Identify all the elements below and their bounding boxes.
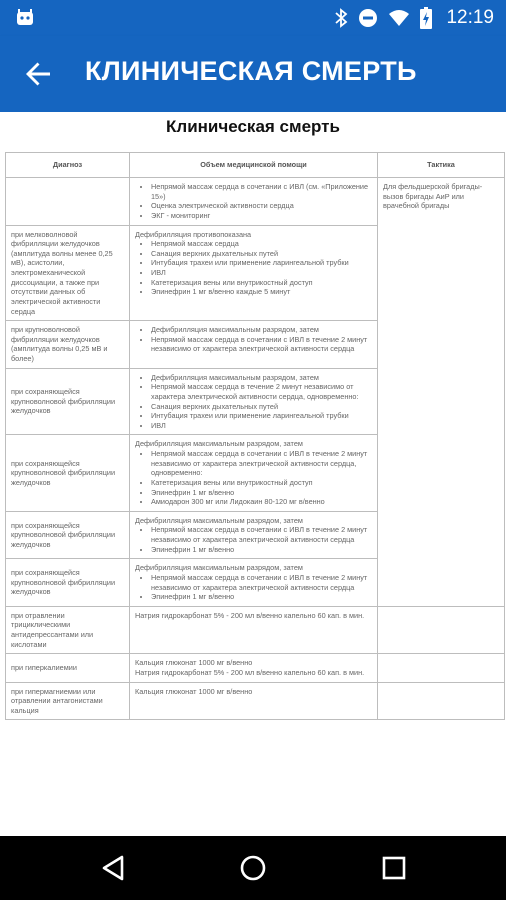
recents-nav-icon[interactable] <box>378 852 410 884</box>
care-list-item: • Катетеризация вены или внутрикостный доступ <box>151 278 372 288</box>
care-list <box>135 525 372 554</box>
care-list-item: • Непрямой массаж сердца в сочетании с ИВЛ (см. «Приложение 15») <box>151 182 372 201</box>
diagnosis-cell: при сохраняющейся крупноволновой фибрилляции желудочков <box>6 368 130 435</box>
care-list-item: • Санация верхних дыхательных путей <box>151 249 372 259</box>
care-list-item: • Интубация трахеи или применение ларингеальной трубки <box>151 258 372 268</box>
back-arrow-icon[interactable] <box>22 58 54 90</box>
table-row <box>6 606 505 654</box>
care-list-item: • Непрямой массаж сердца в сочетании с ИВЛ в течение 2 минут независимо от характера электрической активности сердца <box>151 335 372 354</box>
battery-icon <box>420 7 432 29</box>
care-cell <box>130 654 378 682</box>
care-list-item: • Амиодарон 300 мг или Лидокаин 80-120 мг в/венно <box>151 497 372 507</box>
care-cell <box>130 435 378 511</box>
care-cell <box>130 559 378 607</box>
tactics-cell-empty <box>378 606 505 654</box>
care-intro-text: Дефибрилляция максимальным разрядом, затем <box>135 515 303 525</box>
care-list <box>135 239 372 297</box>
navigation-bar <box>0 836 506 900</box>
android-icon <box>14 7 36 29</box>
care-list-item: • Оценка электрической активности сердца <box>151 201 372 211</box>
back-nav-icon[interactable] <box>98 852 130 884</box>
care-cell <box>130 682 378 720</box>
table-row <box>6 654 505 682</box>
care-cell <box>130 511 378 559</box>
tactics-cell: Для фельдшерской бригады-вызов бригады АиР или врачебной бригады <box>378 178 505 607</box>
diagnosis-cell: при крупноволновой фибрилляции желудочков (амплитуда волны 0,25 мВ и более) <box>6 321 130 369</box>
status-bar <box>0 0 506 36</box>
care-list <box>135 325 372 354</box>
wifi-icon <box>388 8 410 28</box>
do-not-disturb-icon <box>358 8 378 28</box>
care-list <box>135 373 372 431</box>
care-list-item: • Катетеризация вены или внутрикостный доступ <box>151 478 372 488</box>
care-list-item: • Непрямой массаж сердца в сочетании с ИВЛ в течение 2 минут независимо от характера электрической активности сердца <box>151 525 372 544</box>
care-list-item: • ЭКГ - мониторинг <box>151 211 372 221</box>
care-list-item: • Дефибрилляция максимальным разрядом, затем <box>151 325 372 335</box>
care-list-item: • Эпинефрин 1 мг в/венно <box>151 592 372 602</box>
care-list <box>135 573 372 602</box>
tactics-cell-empty <box>378 654 505 682</box>
header-diagnosis: Диагноз <box>6 153 130 178</box>
status-time: 12:19 <box>446 7 494 28</box>
care-intro-text: Кальция глюконат 1000 мг в/венно <box>135 658 253 668</box>
diagnosis-cell: при сохраняющейся крупноволновой фибрилляции желудочков <box>6 435 130 511</box>
diagnosis-cell: при сохраняющейся крупноволновой фибрилляции желудочков <box>6 511 130 559</box>
care-list-item: • Санация верхних дыхательных путей <box>151 402 372 412</box>
care-list-item: • Эпинефрин 1 мг в/венно <box>151 488 372 498</box>
care-list-item: • Дефибрилляция максимальным разрядом, затем <box>151 373 372 383</box>
diagnosis-cell <box>6 178 130 226</box>
diagnosis-cell: при отравлении трициклическими антидепрессантами или кислотами <box>6 606 130 654</box>
diagnosis-cell: при гиперкалиемии <box>6 654 130 682</box>
tactics-cell-empty <box>378 682 505 720</box>
header-tactics: Тактика <box>378 153 505 178</box>
diagnosis-cell: при сохраняющейся крупноволновой фибрилляции желудочков <box>6 559 130 607</box>
document-view[interactable] <box>0 112 506 836</box>
table-row <box>6 178 505 226</box>
app-bar <box>0 36 506 112</box>
care-cell <box>130 225 378 321</box>
care-list-item: • Эпинефрин 1 мг в/венно <box>151 545 372 555</box>
home-nav-icon[interactable] <box>237 852 269 884</box>
table-row <box>6 682 505 720</box>
care-list <box>135 449 372 507</box>
care-cell <box>130 606 378 654</box>
care-outro-text: Натрия гидрокарбонат 5% - 200 мл в/венно капельно 60 кап. в мин. <box>135 667 365 677</box>
header-care-volume: Объем медицинской помощи <box>130 153 378 178</box>
care-list-item: • Непрямой массаж сердца в сочетании с ИВЛ в течение 2 минут независимо от характера электрической активности сердца <box>151 573 372 592</box>
diagnosis-cell: при гипермагниемии или отравлении антагонистами кальция <box>6 682 130 720</box>
document-title: Клиническая смерть <box>166 117 340 136</box>
care-list-item: • Эпинефрин 1 мг в/венно каждые 5 минут <box>151 287 372 297</box>
table-header-row <box>6 153 505 178</box>
care-list <box>135 182 372 221</box>
care-list-item: • ИВЛ <box>151 268 372 278</box>
protocol-table <box>5 152 505 720</box>
care-intro-text: Натрия гидрокарбонат 5% - 200 мл в/венно капельно 60 кап. в мин. <box>135 610 365 620</box>
care-intro-text: Дефибрилляция противопоказана <box>135 229 252 239</box>
care-list-item: • Непрямой массаж сердца в течение 2 минут независимо от характера электрической активности сердца, одновременно: <box>151 382 372 401</box>
care-list-item: • Непрямой массаж сердца <box>151 239 372 249</box>
diagnosis-cell: при мелковолновой фибрилляции желудочков (амплитуда волны менее 0,25 мВ), асистолии, электромеханической диссоциации, а также при отсутствии данных об электрической активности сердца <box>6 225 130 321</box>
care-list-item: • Непрямой массаж сердца в сочетании с ИВЛ в течение 2 минут независимо от характера электрической активности сердца, одновременно: <box>151 449 372 478</box>
bluetooth-icon <box>334 8 348 28</box>
care-intro-text: Дефибрилляция максимальным разрядом, затем <box>135 439 303 449</box>
care-cell <box>130 321 378 369</box>
app-title: КЛИНИЧЕСКАЯ СМЕРТЬ <box>85 56 417 86</box>
care-list-item: • Интубация трахеи или применение ларингеальной трубки <box>151 411 372 421</box>
care-intro-text: Дефибрилляция максимальным разрядом, затем <box>135 563 303 573</box>
care-cell <box>130 368 378 435</box>
care-list-item: • ИВЛ <box>151 421 372 431</box>
care-intro-text: Кальция глюконат 1000 мг в/венно <box>135 686 253 696</box>
care-cell <box>130 178 378 226</box>
